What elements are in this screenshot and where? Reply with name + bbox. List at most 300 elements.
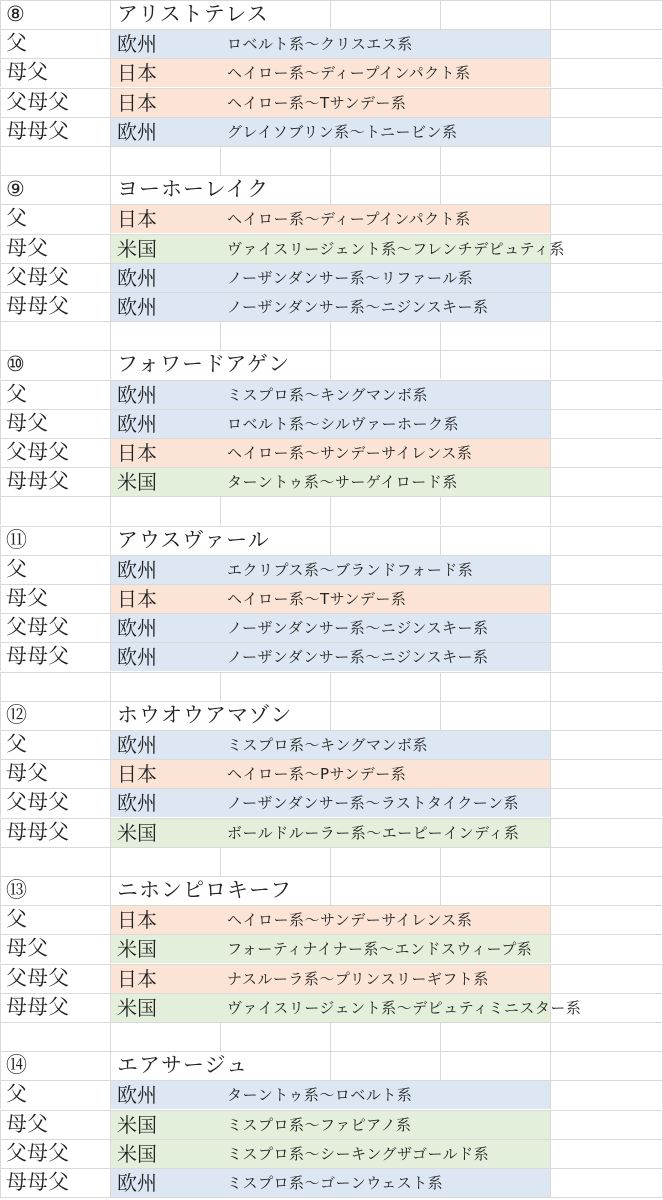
grid-line	[220, 847, 221, 876]
region-band	[111, 1081, 550, 1109]
sire-line-label: ミスプロ系～ゴーンウェスト系	[227, 1174, 444, 1192]
pedigree-row	[0, 234, 663, 263]
region-band	[111, 585, 550, 613]
grid-line	[330, 701, 331, 730]
sire-line-label: ミスプロ系～シーキングザゴールド系	[227, 1145, 490, 1163]
grid-line	[550, 759, 551, 788]
grid-line	[550, 1080, 551, 1109]
pedigree-role: 母母父	[6, 1170, 69, 1194]
grid-line	[550, 964, 551, 993]
pedigree-row	[0, 642, 663, 671]
grid-line	[0, 584, 1, 613]
grid-line	[330, 1022, 331, 1051]
pedigree-role: 母母父	[6, 469, 69, 493]
grid-line	[330, 321, 331, 350]
region-label: 欧州	[117, 558, 157, 582]
grid-line	[0, 438, 1, 467]
pedigree-role: 母父	[6, 60, 48, 84]
grid-line	[550, 613, 551, 642]
grid-line	[0, 1168, 663, 1169]
grid-line	[0, 730, 663, 731]
grid-line	[0, 993, 663, 994]
grid-line	[0, 1080, 663, 1081]
grid-line	[550, 467, 551, 496]
region-label: 欧州	[117, 295, 157, 319]
grid-line	[110, 1022, 111, 1051]
grid-line	[550, 1110, 551, 1139]
pedigree-row	[0, 204, 663, 233]
pedigree-row	[0, 117, 663, 146]
region-band	[111, 760, 550, 788]
grid-line	[0, 350, 1, 379]
grid-line	[550, 496, 551, 525]
pedigree-role: 母母父	[6, 119, 69, 143]
grid-line	[330, 526, 331, 555]
grid-line	[110, 672, 111, 701]
grid-line	[0, 292, 663, 293]
grid-line	[550, 204, 551, 233]
sire-line-label: ミスプロ系～ファピアノ系	[227, 1116, 412, 1134]
grid-line	[0, 467, 1, 496]
pedigree-role: 母母父	[6, 995, 69, 1019]
pedigree-role: 父母父	[6, 440, 69, 464]
pedigree-role: 母父	[6, 761, 48, 785]
pedigree-role: 母父	[6, 1112, 48, 1136]
pedigree-row	[0, 467, 663, 496]
grid-line	[0, 0, 1, 29]
pedigree-role: 父	[6, 907, 27, 931]
region-band	[111, 30, 550, 58]
pedigree-row	[0, 1168, 663, 1197]
pedigree-row	[0, 613, 663, 642]
grid-line	[0, 380, 663, 381]
grid-line	[0, 876, 1, 905]
region-band	[111, 819, 550, 847]
grid-line	[0, 117, 663, 118]
grid-line	[220, 1022, 221, 1051]
horse-number: ⑭	[6, 1053, 27, 1077]
grid-line	[0, 175, 1, 204]
region-band	[111, 293, 550, 321]
grid-line	[550, 847, 551, 876]
grid-line	[550, 642, 551, 671]
region-band	[111, 1111, 550, 1139]
region-band	[111, 89, 550, 117]
region-label: 米国	[117, 821, 157, 845]
grid-line	[0, 701, 1, 730]
grid-line	[440, 146, 441, 175]
grid-line	[0, 29, 1, 58]
pedigree-role: 母母父	[6, 820, 69, 844]
grid-line	[0, 1022, 1, 1051]
grid-line	[0, 234, 1, 263]
grid-line	[550, 555, 551, 584]
grid-line	[110, 146, 111, 175]
grid-line	[550, 29, 551, 58]
grid-line	[0, 1051, 1, 1080]
grid-line	[550, 526, 551, 555]
horse-name: アリストテレス	[117, 0, 275, 29]
pedigree-row	[0, 409, 663, 438]
sire-line-label: ミスプロ系～キングマンボ系	[227, 736, 429, 754]
pedigree-role: 父母父	[6, 966, 69, 990]
grid-line	[550, 146, 551, 175]
grid-line	[550, 1139, 551, 1168]
region-label: 欧州	[117, 412, 157, 436]
grid-line	[0, 905, 663, 906]
region-label: 日本	[117, 908, 157, 932]
grid-line	[330, 350, 331, 379]
grid-line	[330, 672, 331, 701]
grid-line	[0, 58, 663, 59]
region-band	[111, 205, 550, 233]
sire-line-label: グレイソブリン系～トニービン系	[227, 123, 458, 141]
region-label: 日本	[117, 91, 157, 115]
region-label: 欧州	[117, 383, 157, 407]
region-label: 欧州	[117, 616, 157, 640]
sire-line-label: ノーザンダンサー系～リファール系	[227, 269, 474, 287]
region-label: 米国	[117, 937, 157, 961]
grid-line	[0, 58, 1, 87]
grid-line	[550, 701, 551, 730]
horse-header-row	[0, 175, 663, 204]
grid-line	[550, 88, 551, 117]
region-label: 欧州	[117, 791, 157, 815]
horse-number: ⑧	[6, 2, 25, 26]
grid-line	[440, 175, 441, 204]
region-band	[111, 381, 550, 409]
sire-line-label: ノーザンダンサー系～ラストタイクーン系	[227, 794, 519, 812]
grid-line	[550, 584, 551, 613]
pedigree-role: 父母父	[6, 265, 69, 289]
pedigree-role: 母父	[6, 236, 48, 260]
grid-line	[0, 1197, 663, 1198]
grid-line	[550, 876, 551, 905]
grid-line	[330, 847, 331, 876]
grid-line	[0, 788, 1, 817]
grid-line	[0, 321, 1, 350]
grid-line	[550, 0, 551, 29]
region-band	[111, 789, 550, 817]
horse-number: ⑫	[6, 703, 27, 727]
grid-line	[330, 496, 331, 525]
sire-line-label: ヘイロー系～ディープインパクト系	[227, 64, 471, 82]
pedigree-row	[0, 88, 663, 117]
grid-line	[440, 1022, 441, 1051]
region-band	[111, 965, 550, 993]
grid-line	[0, 146, 1, 175]
pedigree-row	[0, 993, 663, 1022]
grid-line	[0, 409, 1, 438]
region-label: 米国	[117, 470, 157, 494]
grid-line	[0, 818, 663, 819]
sire-line-label: ロベルト系～クリスエス系	[227, 35, 413, 53]
grid-line	[220, 672, 221, 701]
grid-line	[550, 730, 551, 759]
sire-line-label: ノーザンダンサー系～ニジンスキー系	[227, 648, 489, 666]
grid-line	[550, 788, 551, 817]
grid-line	[0, 1110, 663, 1111]
pedigree-row	[0, 438, 663, 467]
region-label: 欧州	[117, 645, 157, 669]
sire-line-label: ボールドルーラー系～エーピーインディ系	[227, 824, 520, 842]
grid-line	[0, 1080, 1, 1109]
grid-line	[0, 964, 1, 993]
sire-line-label: ヘイロー系～ディープインパクト系	[227, 210, 471, 228]
grid-line	[0, 234, 663, 235]
grid-line	[0, 876, 663, 877]
grid-line	[0, 993, 1, 1022]
grid-line	[440, 672, 441, 701]
pedigree-row	[0, 1080, 663, 1109]
pedigree-role: 父	[6, 382, 27, 406]
sire-line-label: ヘイロー系～Tサンデー系	[227, 94, 407, 112]
grid-line	[550, 1168, 551, 1197]
grid-line	[110, 526, 111, 555]
sire-line-label: ターントゥ系～ロベルト系	[227, 1086, 413, 1104]
grid-line	[0, 788, 663, 789]
pedigree-row	[0, 1110, 663, 1139]
grid-line	[220, 146, 221, 175]
pedigree-role: 父母父	[6, 790, 69, 814]
grid-line	[0, 29, 663, 30]
grid-line	[0, 934, 663, 935]
pedigree-role: 母母父	[6, 294, 69, 318]
region-label: 日本	[117, 441, 157, 465]
grid-line	[440, 526, 441, 555]
grid-line	[0, 1168, 1, 1197]
pedigree-row	[0, 58, 663, 87]
grid-line	[110, 876, 111, 905]
grid-line	[110, 1051, 111, 1080]
pedigree-role: 父	[6, 206, 27, 230]
pedigree-role: 母父	[6, 411, 48, 435]
grid-line	[0, 0, 663, 1]
region-band	[111, 410, 550, 438]
grid-line	[0, 292, 1, 321]
pedigree-role: 父	[6, 732, 27, 756]
grid-line	[110, 496, 111, 525]
spacer-row	[0, 1022, 663, 1051]
sire-line-label: ヴァイスリージェント系～デピュティミニスター系	[227, 999, 582, 1017]
region-band	[111, 1140, 550, 1168]
sire-line-label: ヘイロー系～Pサンデー系	[227, 765, 407, 783]
region-band	[111, 264, 550, 292]
region-label: 米国	[117, 1142, 157, 1166]
pedigree-row	[0, 29, 663, 58]
pedigree-row	[0, 730, 663, 759]
horse-header-row	[0, 526, 663, 555]
sire-line-label: ミスプロ系～キングマンボ系	[227, 386, 429, 404]
grid-line	[550, 321, 551, 350]
region-band	[111, 906, 550, 934]
grid-line	[550, 175, 551, 204]
pedigree-row	[0, 905, 663, 934]
grid-line	[0, 1051, 663, 1052]
grid-line	[0, 642, 1, 671]
region-band	[111, 59, 550, 87]
grid-line	[0, 759, 663, 760]
sire-line-label: ノーザンダンサー系～ニジンスキー系	[227, 298, 489, 316]
region-label: 米国	[117, 996, 157, 1020]
grid-line	[0, 964, 663, 965]
pedigree-role: 父母父	[6, 615, 69, 639]
grid-line	[550, 380, 551, 409]
grid-line	[0, 88, 663, 89]
horse-name: ホウオウアマゾン	[117, 701, 298, 730]
pedigree-role: 父	[6, 557, 27, 581]
grid-line	[550, 1051, 551, 1080]
region-band	[111, 439, 550, 467]
spacer-row	[0, 321, 663, 350]
region-band	[111, 556, 550, 584]
grid-line	[0, 642, 663, 643]
grid-line	[550, 292, 551, 321]
grid-line	[0, 175, 663, 176]
grid-line	[0, 438, 663, 439]
region-label: 欧州	[117, 32, 157, 56]
grid-line	[0, 117, 1, 146]
region-label: 米国	[117, 237, 157, 261]
grid-line	[220, 321, 221, 350]
pedigree-row	[0, 818, 663, 847]
grid-line	[110, 0, 111, 29]
grid-line	[0, 409, 663, 410]
grid-line	[220, 496, 221, 525]
spacer-row	[0, 847, 663, 876]
pedigree-row	[0, 555, 663, 584]
grid-line	[550, 263, 551, 292]
grid-line	[0, 613, 663, 614]
horse-name: エアサージュ	[117, 1051, 254, 1080]
horse-header-row	[0, 876, 663, 905]
grid-line	[550, 672, 551, 701]
spacer-row	[0, 496, 663, 525]
horse-header-row	[0, 350, 663, 379]
sire-line-label: ヴァイスリージェント系～フレンチデピュティ系	[227, 240, 565, 258]
grid-line	[110, 175, 111, 204]
pedigree-role: 父母父	[6, 1141, 69, 1165]
pedigree-row	[0, 380, 663, 409]
pedigree-role: 母父	[6, 936, 48, 960]
grid-line	[0, 613, 1, 642]
spacer-row	[0, 146, 663, 175]
pedigree-role: 父母父	[6, 90, 69, 114]
pedigree-row	[0, 934, 663, 963]
grid-line	[0, 847, 1, 876]
grid-line	[0, 847, 663, 848]
region-band	[111, 643, 550, 671]
grid-line	[0, 701, 663, 702]
grid-line	[110, 321, 111, 350]
grid-line	[550, 350, 551, 379]
grid-line	[0, 1022, 663, 1023]
grid-line	[440, 350, 441, 379]
region-band	[111, 614, 550, 642]
grid-line	[0, 496, 663, 497]
grid-line	[550, 1022, 551, 1051]
grid-line	[330, 1051, 331, 1080]
grid-line	[0, 204, 663, 205]
horse-name: フォワードアゲン	[117, 350, 296, 379]
grid-line	[440, 847, 441, 876]
horse-header-row	[0, 701, 663, 730]
horse-name: ニホンピロキーフ	[117, 876, 298, 905]
grid-line	[0, 672, 1, 701]
grid-line	[0, 263, 1, 292]
grid-line	[0, 496, 1, 525]
grid-line	[0, 350, 663, 351]
grid-line	[0, 759, 1, 788]
grid-line	[0, 730, 1, 759]
grid-line	[0, 380, 1, 409]
grid-line	[440, 321, 441, 350]
sire-line-label: ロベルト系～シルヴァーホーク系	[227, 415, 459, 433]
horse-number: ⑨	[6, 177, 25, 201]
horse-number: ⑬	[6, 878, 27, 902]
sire-line-label: エクリプス系～ブランドフォード系	[227, 561, 474, 579]
sire-line-label: フォーティナイナー系～エンドスウィープ系	[227, 940, 533, 958]
grid-line	[330, 0, 331, 29]
grid-line	[440, 701, 441, 730]
grid-line	[110, 701, 111, 730]
pedigree-row	[0, 964, 663, 993]
grid-line	[110, 847, 111, 876]
pedigree-role: 父	[6, 31, 27, 55]
horse-header-row	[0, 1051, 663, 1080]
grid-line	[330, 876, 331, 905]
region-band	[111, 118, 550, 146]
grid-line	[440, 0, 441, 29]
grid-line	[110, 350, 111, 379]
horse-number: ⑪	[6, 528, 27, 552]
grid-line	[550, 934, 551, 963]
pedigree-row	[0, 759, 663, 788]
grid-line	[550, 409, 551, 438]
grid-line	[550, 117, 551, 146]
region-label: 日本	[117, 61, 157, 85]
region-band	[111, 935, 550, 963]
region-band	[111, 235, 565, 263]
grid-line	[0, 1139, 1, 1168]
sire-line-label: ヘイロー系～サンデーサイレンス系	[227, 911, 473, 929]
grid-line	[0, 526, 663, 527]
sire-line-label: ターントゥ系～サーゲイロード系	[227, 473, 458, 491]
pedigree-role: 父	[6, 1082, 27, 1106]
grid-line	[0, 204, 1, 233]
pedigree-row	[0, 788, 663, 817]
region-label: 日本	[117, 967, 157, 991]
grid-line	[0, 263, 663, 264]
grid-line	[0, 818, 1, 847]
pedigree-role: 母父	[6, 586, 48, 610]
region-label: 米国	[117, 1113, 157, 1137]
grid-line	[550, 905, 551, 934]
pedigree-row	[0, 1139, 663, 1168]
grid-line	[330, 175, 331, 204]
grid-line	[0, 467, 663, 468]
grid-line	[0, 905, 1, 934]
region-band	[111, 468, 550, 496]
region-label: 日本	[117, 587, 157, 611]
region-band	[111, 994, 582, 1022]
region-label: 欧州	[117, 1083, 157, 1107]
grid-line	[0, 526, 1, 555]
horse-number: ⑩	[6, 352, 25, 376]
region-label: 欧州	[117, 1171, 157, 1195]
region-label: 日本	[117, 762, 157, 786]
grid-line	[550, 818, 551, 847]
